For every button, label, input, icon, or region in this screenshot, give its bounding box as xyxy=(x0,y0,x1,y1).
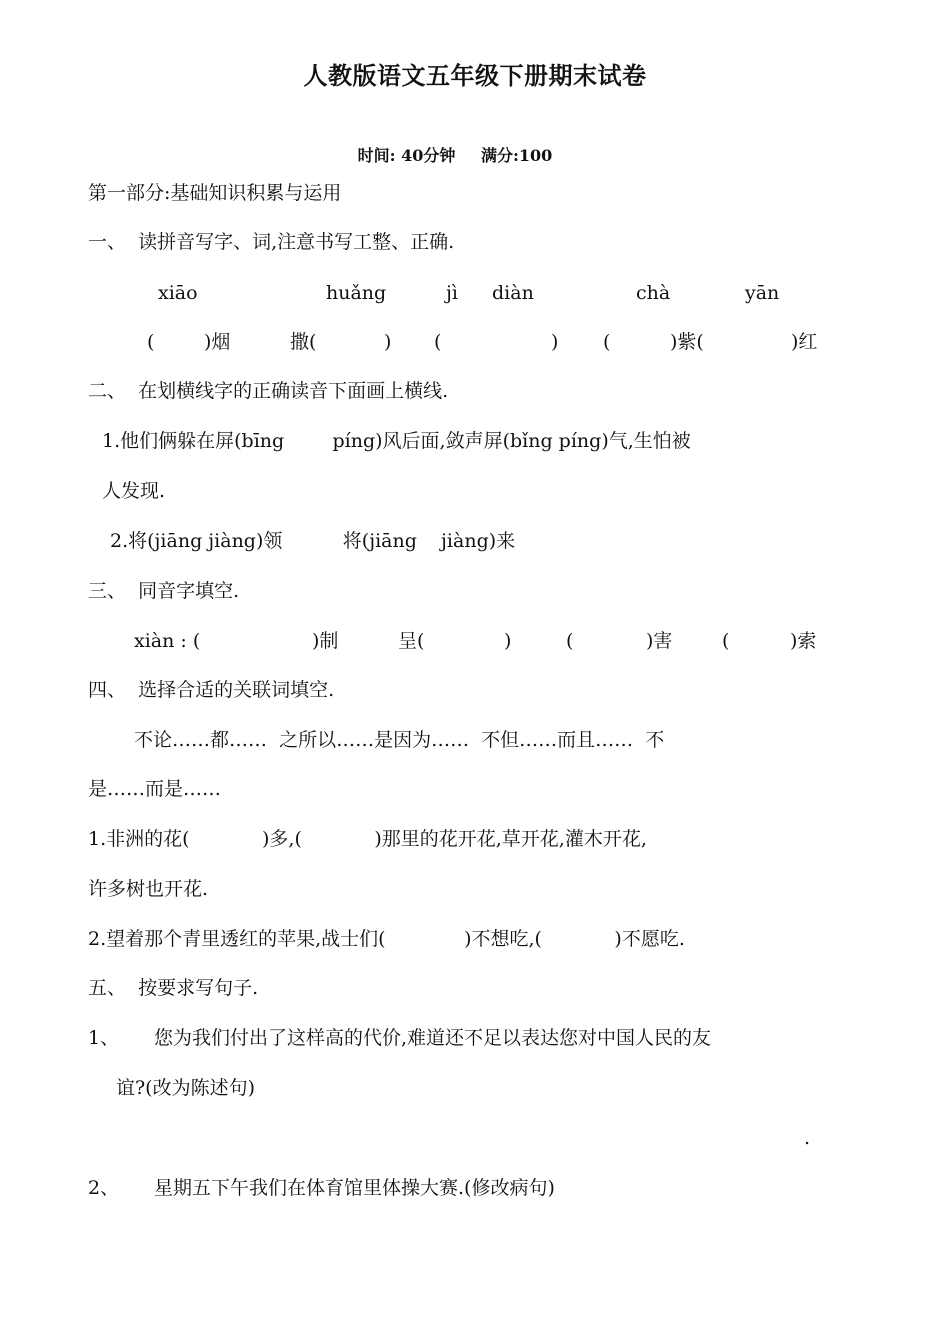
q3-part-5: ( xyxy=(566,630,574,652)
q1-blank-1-open: ( xyxy=(147,331,155,353)
q4-options-line-1: 不论……都…… 之所以……是因为…… 不但……而且…… 不 xyxy=(134,729,665,751)
q1-blank-1-close: )烟 xyxy=(204,331,231,353)
q3-part-1: xiàn : ( xyxy=(134,630,201,652)
q3-part-4: ) xyxy=(504,630,512,652)
q3-heading: 三、 同音字填空. xyxy=(88,580,240,602)
page-title: 人教版语文五年级下册期末试卷 xyxy=(303,62,647,90)
part-one-heading: 第一部分:基础知识积累与运用 xyxy=(88,182,342,204)
q5-item-2-number: 2、 xyxy=(88,1177,120,1199)
q5-item-1-number: 1、 xyxy=(88,1027,120,1049)
q1-blank-3-close: ) xyxy=(551,331,559,353)
q4-heading: 四、 选择合适的关联词填空. xyxy=(88,679,335,701)
q2-item-1-line-1: 1.他们俩躲在屏(bīng píng)风后面,敛声屏(bǐng píng)气,生怕被 xyxy=(102,430,691,452)
q5-item-2: 星期五下午我们在体育馆里体操大赛.(修改病句) xyxy=(154,1177,555,1199)
q5-item-1-line-2: 谊?(改为陈述句) xyxy=(116,1077,256,1099)
q1-blank-4-close: )紫( xyxy=(670,331,704,353)
q1-pinyin-4: diàn xyxy=(492,282,534,304)
q3-part-2: )制 xyxy=(312,630,339,652)
q1-pinyin-2: huǎng xyxy=(326,282,387,304)
q1-blank-4-open: ( xyxy=(603,331,611,353)
q1-blank-5-close: )红 xyxy=(791,331,818,353)
q3-part-3: 呈( xyxy=(398,630,425,652)
exam-meta xyxy=(0,143,910,166)
q4-item-1-line-2: 许多树也开花. xyxy=(88,878,209,900)
q1-blank-2-open: 撒( xyxy=(290,331,317,353)
q1-blank-2-close: ) xyxy=(384,331,392,353)
q2-item-1-line-2: 人发现. xyxy=(102,480,166,502)
q1-heading: 一、 读拼音写字、词,注意书写工整、正确. xyxy=(88,231,455,253)
q4-item-1-line-1: 1.非洲的花( )多,( )那里的花开花,草开花,灌木开花, xyxy=(88,828,647,850)
q1-pinyin-1: xiāo xyxy=(158,282,198,304)
q1-pinyin-6: yān xyxy=(745,282,780,304)
q5-item-1-answer-end: . xyxy=(804,1127,811,1149)
exam-score: 满分:100 xyxy=(481,146,553,165)
exam-time: 时间: 40分钟 xyxy=(357,146,456,165)
q3-part-7: ( xyxy=(722,630,730,652)
q2-item-2: 2.将(jiāng jiàng)领 将(jiāng jiàng)来 xyxy=(110,530,516,552)
q1-pinyin-5: chà xyxy=(636,282,671,304)
q5-heading: 五、 按要求写句子. xyxy=(88,977,259,999)
q5-item-1-line-1: 您为我们付出了这样高的代价,难道还不足以表达您对中国人民的友 xyxy=(154,1027,712,1049)
q3-part-8: )索 xyxy=(790,630,817,652)
q2-heading: 二、 在划横线字的正确读音下面画上横线. xyxy=(88,380,449,402)
q1-pinyin-3: jì xyxy=(446,282,458,304)
q3-part-6: )害 xyxy=(646,630,673,652)
q1-blank-3-open: ( xyxy=(434,331,442,353)
q4-options-line-2: 是……而是…… xyxy=(88,778,222,800)
q4-item-2: 2.望着那个青里透红的苹果,战士们( )不想吃,( )不愿吃. xyxy=(88,928,685,950)
